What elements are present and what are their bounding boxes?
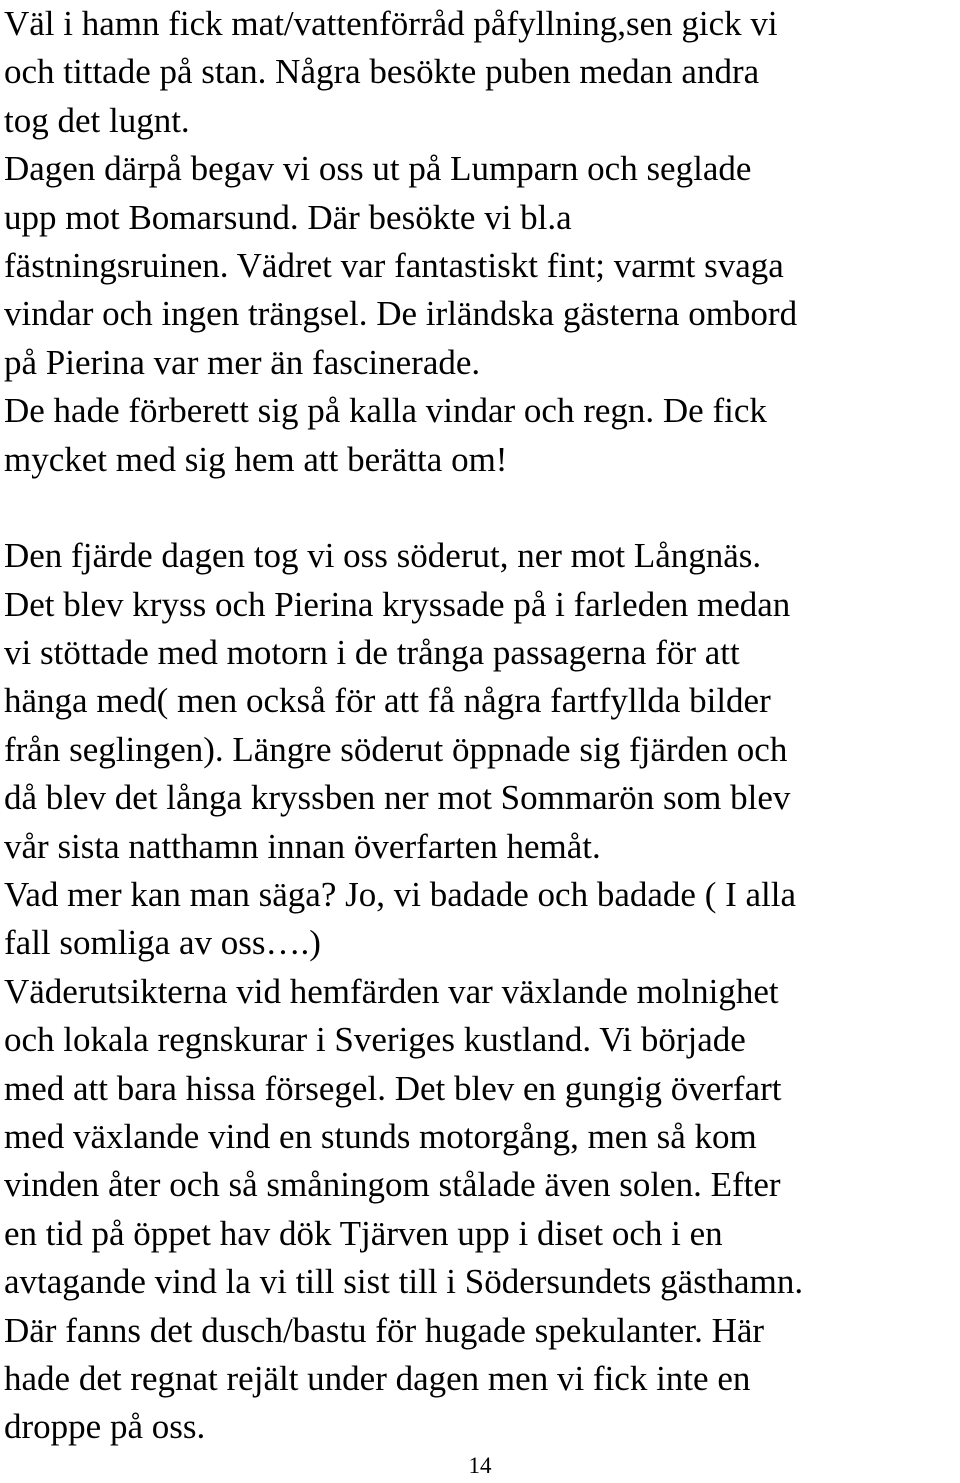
text-line-13: Det blev kryss och Pierina kryssade på i farleden medan (4, 584, 791, 624)
text-line-1: Väl i hamn fick mat/vattenförråd påfyllning,sen gick vi (4, 4, 778, 43)
text-line-10: mycket med sig hem att berätta om! (4, 439, 508, 479)
text-line-16: från seglingen). Längre söderut öppnade sig fjärden och (4, 729, 788, 769)
text-line-29: hade det regnat rejält under dagen men vi fick inte en (4, 1358, 751, 1398)
text-line-4: Dagen därpå begav vi oss ut på Lumparn och seglade (4, 149, 752, 189)
page-number: 14 (468, 1453, 492, 1478)
text-line-8: på Pierina var mer än fascinerade. (4, 342, 481, 382)
text-line-30: droppe på oss. (4, 1407, 206, 1447)
body-text (4, 0, 958, 1452)
text-line-3: tog det lugnt. (4, 100, 190, 140)
text-line-24: med växlande vind en stunds motorgång, men så kom (4, 1116, 757, 1156)
text-line-14: vi stöttade med motorn i de trånga passagerna för att (4, 633, 740, 673)
text-line-18: vår sista natthamn innan överfarten hemåt. (4, 826, 601, 866)
text-line-25: vinden åter och så småningom stålade även solen. Efter (4, 1165, 781, 1205)
text-line-19: Vad mer kan man säga? Jo, vi badade och badade ( I alla (4, 875, 797, 915)
text-line-26: en tid på öppet hav dök Tjärven upp i diset och i en (4, 1213, 723, 1253)
text-line-20: fall somliga av oss….) (4, 923, 321, 963)
text-line-28: Där fanns det dusch/bastu för hugade spekulanter. Här (4, 1310, 765, 1350)
text-line-15: hänga med( men också för att få några fartfyllda bilder (4, 681, 771, 721)
text-line-17: då blev det långa kryssben ner mot Sommarön som blev (4, 778, 791, 818)
text-line-2: och tittade på stan. Några besökte puben medan andra (4, 52, 760, 92)
text-line-7: vindar och ingen trängsel. De irländska gästerna ombord (4, 294, 798, 334)
text-line-21: Väderutsikterna vid hemfärden var växlande molnighet (4, 971, 779, 1011)
text-line-23: med att bara hissa försegel. Det blev en gungig överfart (4, 1068, 782, 1108)
paragraph-gap (4, 484, 958, 532)
text-line-22: och lokala regnskurar i Sveriges kustland. Vi började (4, 1020, 746, 1060)
text-line-6: fästningsruinen. Vädret var fantastiskt fint; varmt svaga (4, 245, 784, 285)
text-line-12: Den fjärde dagen tog vi oss söderut, ner mot Långnäs. (4, 536, 762, 576)
text-line-27: avtagande vind la vi till sist till i Södersundets gästhamn. (4, 1262, 804, 1302)
text-line-5: upp mot Bomarsund. Där besökte vi bl.a (4, 197, 572, 237)
text-line-9: De hade förberett sig på kalla vindar och regn. De fick (4, 391, 767, 431)
